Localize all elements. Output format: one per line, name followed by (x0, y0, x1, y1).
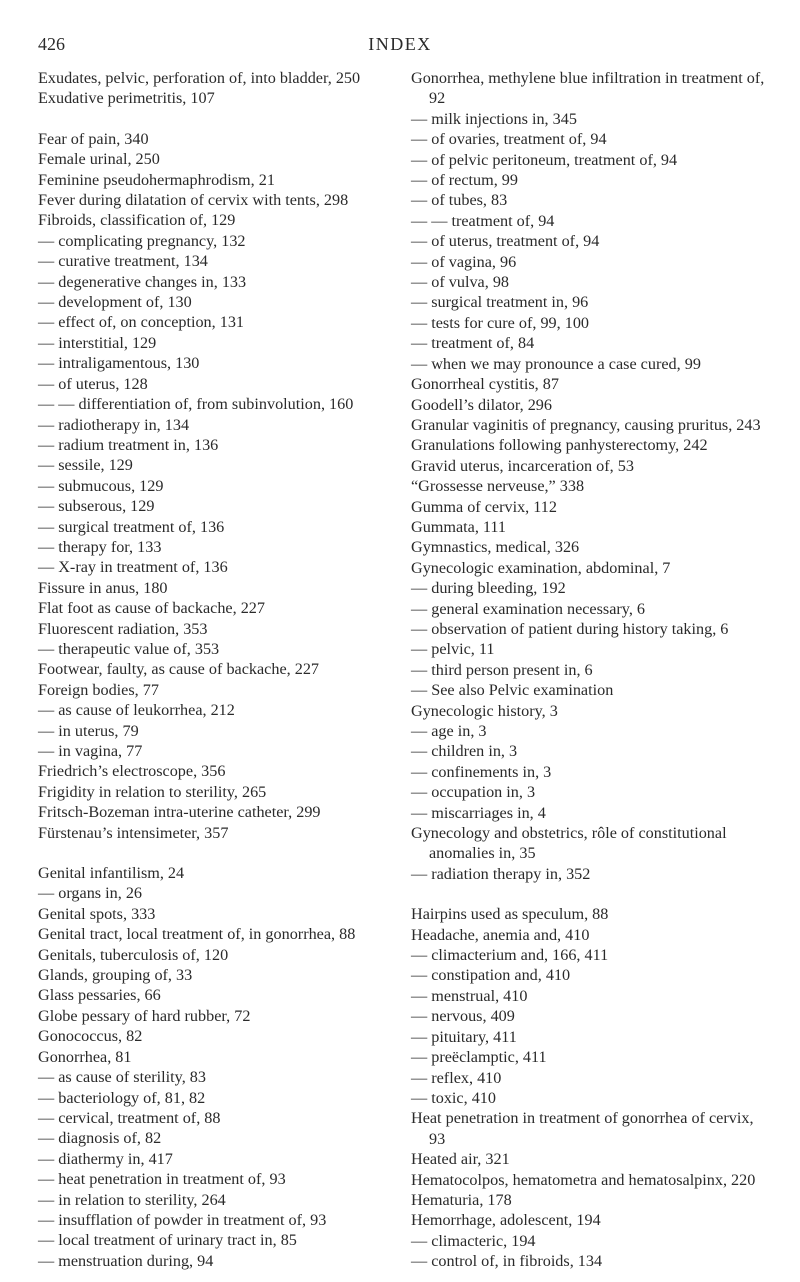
page-header (0, 34, 800, 60)
index-entry: Genitals, tuberculosis of, 120 (38, 945, 229, 964)
index-entry: Globe pessary of hard rubber, 72 (38, 1006, 251, 1025)
index-entry: Feminine pseudohermaphrodism, 21 (38, 170, 275, 189)
index-entry: — radiation therapy in, 352 (411, 864, 591, 883)
index-entry: — diagnosis of, 82 (38, 1129, 162, 1148)
index-entry: — cervical, treatment of, 88 (38, 1108, 221, 1127)
index-entry: — as cause of leukorrhea, 212 (38, 701, 235, 720)
index-entry: Gynecology and obstetrics, rôle of constitutional anomalies in, 35 (411, 824, 727, 863)
index-entry: “Grossesse nerveuse,” 338 (411, 477, 585, 496)
index-entry: — milk injections in, 345 (411, 109, 577, 128)
index-column-right (411, 68, 773, 1272)
index-entry: Hemorrhage, adolescent, 194 (411, 1211, 601, 1230)
index-entry: — therapy for, 133 (38, 537, 162, 556)
index-entry: — surgical treatment of, 136 (38, 517, 225, 536)
index-entry: — of uterus, treatment of, 94 (411, 232, 600, 251)
index-entry: Glass pessaries, 66 (38, 986, 161, 1005)
index-entry: Hematocolpos, hematometra and hematosalpinx, 220 (411, 1170, 756, 1189)
index-entry: — — differentiation of, from subinvolution, 160 (38, 395, 354, 414)
index-entry: Fibroids, classification of, 129 (38, 211, 236, 230)
index-entry: Genital tract, local treatment of, in gonorrhea, 88 (38, 925, 356, 944)
index-entry: — children in, 3 (411, 742, 518, 761)
index-entry: — of pelvic peritoneum, treatment of, 94 (411, 150, 678, 169)
index-entry: — constipation and, 410 (411, 966, 571, 985)
index-entry: Heat penetration in treatment of gonorrhea of cervix, 93 (411, 1109, 754, 1148)
index-entry: — X-ray in treatment of, 136 (38, 558, 228, 577)
index-entry: — See also Pelvic examination (411, 681, 614, 700)
page-number: 426 (38, 34, 65, 54)
index-entry: Gumma of cervix, 112 (411, 497, 557, 516)
index-entry: — of vulva, 98 (411, 273, 510, 292)
index-entry: Headache, anemia and, 410 (411, 925, 590, 944)
index-entry: — radium treatment in, 136 (38, 435, 219, 454)
index-entry: — observation of patient during history taking, 6 (411, 619, 729, 638)
index-entry: — as cause of sterility, 83 (38, 1068, 206, 1087)
index-entry: — in uterus, 79 (38, 721, 139, 740)
index-entry: — diathermy in, 417 (38, 1149, 173, 1168)
index-entry: Gymnastics, medical, 326 (411, 538, 580, 557)
index-entry: — intraligamentous, 130 (38, 354, 200, 373)
index-letter-group (38, 68, 400, 109)
index-entry: Granulations following panhysterectomy, 242 (411, 436, 708, 455)
index-entry: Fear of pain, 340 (38, 129, 149, 148)
index-entry: Fever during dilatation of cervix with tents, 298 (38, 191, 349, 210)
index-entry: — of tubes, 83 (411, 191, 508, 210)
index-entry: Friedrich’s electroscope, 356 (38, 762, 226, 781)
index-entry: Genital infantilism, 24 (38, 864, 185, 883)
index-entry: — occupation in, 3 (411, 783, 536, 802)
index-entry: — — treatment of, 94 (411, 211, 555, 230)
index-entry: Fluorescent radiation, 353 (38, 619, 208, 638)
index-entry: Gonorrhea, methylene blue infiltration in treatment of, 92 (411, 69, 765, 108)
index-entry: Gynecologic examination, abdominal, 7 (411, 558, 671, 577)
index-entry: Gravid uterus, incarceration of, 53 (411, 456, 634, 475)
index-entry: Gonorrhea, 81 (38, 1047, 132, 1066)
index-entry: Gonococcus, 82 (38, 1027, 143, 1046)
index-entry: — local treatment of urinary tract in, 85 (38, 1231, 297, 1250)
index-entry: — of vagina, 96 (411, 252, 517, 271)
index-entry: Foreign bodies, 77 (38, 680, 159, 699)
index-entry: Fritsch-Bozeman intra-uterine catheter, 299 (38, 803, 321, 822)
index-entry: — submucous, 129 (38, 476, 164, 495)
index-entry: Exudates, pelvic, perforation of, into bladder, 250 (38, 69, 361, 87)
index-entry: — third person present in, 6 (411, 660, 593, 679)
index-letter-group (38, 129, 400, 843)
index-entry: Gummata, 111 (411, 517, 507, 536)
index-entry: — subserous, 129 (38, 497, 155, 516)
index-entry: — radiotherapy in, 134 (38, 415, 190, 434)
index-entry: — effect of, on conception, 131 (38, 313, 245, 332)
index-entry: Genital spots, 333 (38, 904, 156, 923)
index-entry: — climacteric, 194 (411, 1231, 536, 1250)
index-column-left (38, 68, 400, 1271)
index-entry: Gynecologic history, 3 (411, 701, 558, 720)
index-entry: — complicating pregnancy, 132 (38, 231, 246, 250)
index-entry: — organs in, 26 (38, 884, 143, 903)
index-entry: Fissure in anus, 180 (38, 578, 168, 597)
running-head: INDEX (368, 34, 432, 54)
index-entry: Hairpins used as speculum, 88 (411, 905, 609, 924)
index-letter-group (411, 904, 773, 1271)
index-entry: Flat foot as cause of backache, 227 (38, 599, 265, 618)
index-entry: — in relation to sterility, 264 (38, 1190, 226, 1209)
index-entry: — confinements in, 3 (411, 762, 552, 781)
index-entry: — toxic, 410 (411, 1088, 496, 1107)
index-entry: — climacterium and, 166, 411 (411, 946, 609, 965)
index-entry: — of uterus, 128 (38, 374, 148, 393)
index-entry: — degenerative changes in, 133 (38, 272, 247, 291)
index-entry: — preëclamptic, 411 (411, 1048, 547, 1067)
index-entry: — during bleeding, 192 (411, 579, 566, 598)
index-entry: Glands, grouping of, 33 (38, 966, 193, 985)
index-entry: — in vagina, 77 (38, 742, 143, 760)
index-entry: — curative treatment, 134 (38, 252, 208, 271)
index-entry: — pituitary, 411 (411, 1027, 517, 1046)
index-entry: — treatment of, 84 (411, 334, 535, 353)
index-entry: — age in, 3 (411, 722, 487, 740)
index-entry: — when we may pronounce a case cured, 99 (411, 354, 701, 373)
index-entry: Goodell’s dilator, 296 (411, 395, 552, 414)
index-entry: — nervous, 409 (411, 1007, 515, 1026)
index-entry: — bacteriology of, 81, 82 (38, 1088, 206, 1107)
index-entry: — insufflation of powder in treatment of, 93 (38, 1210, 327, 1229)
index-entry: Footwear, faulty, as cause of backache, 227 (38, 660, 320, 679)
index-entry: Hematuria, 178 (411, 1190, 512, 1209)
index-entry: — therapeutic value of, 353 (38, 639, 220, 658)
index-entry: — pelvic, 11 (411, 640, 495, 659)
index-entry: — of ovaries, treatment of, 94 (411, 130, 607, 149)
index-entry: Heated air, 321 (411, 1150, 510, 1169)
index-entry: — of rectum, 99 (411, 171, 518, 190)
index-entry: — reflex, 410 (411, 1068, 502, 1087)
index-entry: — heat penetration in treatment of, 93 (38, 1170, 286, 1189)
index-entry: — surgical treatment in, 96 (411, 293, 589, 312)
index-entry: — miscarriages in, 4 (411, 803, 546, 822)
index-entry: Exudative perimetritis, 107 (38, 89, 215, 108)
index-entry: — general examination necessary, 6 (411, 599, 646, 618)
index-entry: Gonorrheal cystitis, 87 (411, 375, 559, 394)
index-entry: Frigidity in relation to sterility, 265 (38, 782, 267, 801)
index-entry: — tests for cure of, 99, 100 (411, 313, 590, 332)
index-entry: — menstrual, 410 (411, 986, 528, 1005)
index-letter-group (411, 68, 773, 884)
index-letter-group (38, 863, 400, 1271)
index-entry: — development of, 130 (38, 293, 192, 312)
index-entry: — sessile, 129 (38, 456, 133, 475)
index-entry: — interstitial, 129 (38, 333, 157, 352)
index-entry: — control of, in fibroids, 134 (411, 1252, 603, 1271)
index-entry: Female urinal, 250 (38, 150, 160, 169)
index-entry: — menstruation during, 94 (38, 1251, 214, 1270)
index-entry: Fürstenau’s intensimeter, 357 (38, 823, 229, 842)
index-entry: Granular vaginitis of pregnancy, causing pruritus, 243 (411, 415, 761, 434)
